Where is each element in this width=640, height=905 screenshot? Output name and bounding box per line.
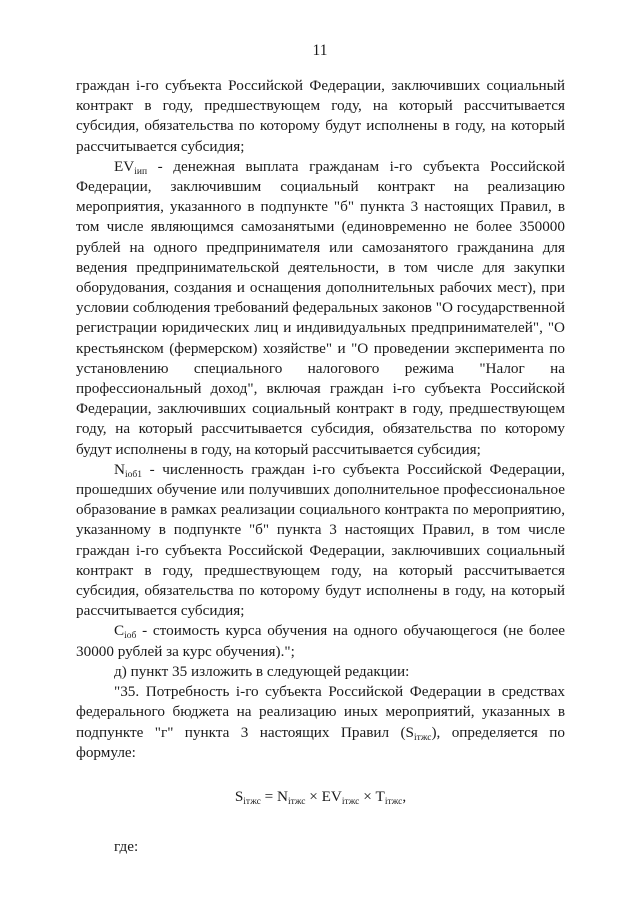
formula-eq-n: = N bbox=[260, 787, 288, 805]
formula-times-t: × T bbox=[359, 787, 385, 805]
c-definition-text: - стоимость курса обучения на одного обучающегося (не более 30000 рублей за курс обучения)."; bbox=[76, 622, 565, 660]
ev-subscript: iип bbox=[134, 166, 148, 177]
c-subscript: iоб bbox=[124, 631, 137, 642]
formula-ev-sub: iтжс bbox=[341, 796, 360, 807]
formula-times-ev: × EV bbox=[305, 787, 342, 805]
paragraph-n-definition bbox=[76, 460, 565, 622]
paragraph-ev-definition bbox=[76, 157, 565, 460]
paragraph-item-d: д) пункт 35 изложить в следующей редакции: bbox=[114, 662, 410, 680]
point-35-text: "35. Потребность i-го субъекта Российской Федерации в средствах федерального бюджета на реализацию иных мероприятий, указанных в подпункте "г" пункта 3 настоящих Правил (S bbox=[76, 683, 565, 741]
paragraph-citizens-contract: граждан i-го субъекта Российской Федерации, заключивших социальный контракт в году, предшествующем году, на который рассчитывается субсидия, обязательства по которому будут исполнены в году, на который рассчитывается субсидия; bbox=[76, 77, 565, 155]
formula-n-sub: iтжс bbox=[287, 796, 306, 807]
formula-t-sub: iтжс bbox=[384, 796, 403, 807]
formula-s-sub: iтжс bbox=[243, 796, 261, 807]
document-body bbox=[76, 76, 565, 857]
c-symbol: С bbox=[114, 622, 125, 640]
paragraph-c-definition bbox=[76, 621, 565, 661]
n-symbol: N bbox=[114, 460, 125, 478]
point-35-end: ), определяется по формуле: bbox=[76, 723, 565, 761]
n-definition-text: - численность граждан i-го субъекта Российской Федерации, прошедших обучение или получивших дополнительное профессиональное образование в рамках реализации социального контракта по мероприятию, указанному в подпункте "б" пункта 3 настоящих Правил, в том числе граждан i-го субъекта Российской Федерации, заключивших социальный контракт в году, предшествующем году, на который рассчитывается субсидия, обязательства по которому будут исполнены в году, на который рассчитывается субсидия; bbox=[76, 460, 565, 620]
ev-definition-text: - денежная выплата гражданам i-го субъекта Российской Федерации, заключившим социальный контракт на реализацию мероприятия, указанного в подпункте "б" пункта 3 настоящих Правил, в том числе являющимся самозанятыми (единовременно не более 350000 рублей на одного предпринимателя или самозанятого гражданина для ведения предпринимательской деятельности, в том числе для закупки оборудования, создания и оснащения дополнительных рабочих мест), при условии соблюдения требований федеральных законов "О государственной регистрации юридических лиц и индивидуальных предпринимателей", "О крестьянском (фермерском) хозяйстве" и "О проведении эксперимента по установлению специального налогового режима "Налог на профессиональный доход", включая граждан i-го субъекта Российской Федерации, заключивших социальный контракт в году, предшествующем году, на который рассчитывается субсидия, обязательства по которому будут исполнены в году, на который рассчитывается субсидия; bbox=[76, 157, 565, 458]
paragraph-point-35 bbox=[76, 682, 565, 763]
n-subscript: iоб1 bbox=[124, 469, 142, 480]
formula-end: , bbox=[402, 787, 407, 805]
formula bbox=[76, 787, 565, 807]
ev-symbol: EV bbox=[114, 157, 135, 175]
point-35-subscript: iтжс bbox=[413, 732, 432, 743]
page-number: 11 bbox=[312, 42, 328, 59]
formula-s: S bbox=[234, 787, 244, 805]
paragraph-where: где: bbox=[114, 838, 139, 856]
